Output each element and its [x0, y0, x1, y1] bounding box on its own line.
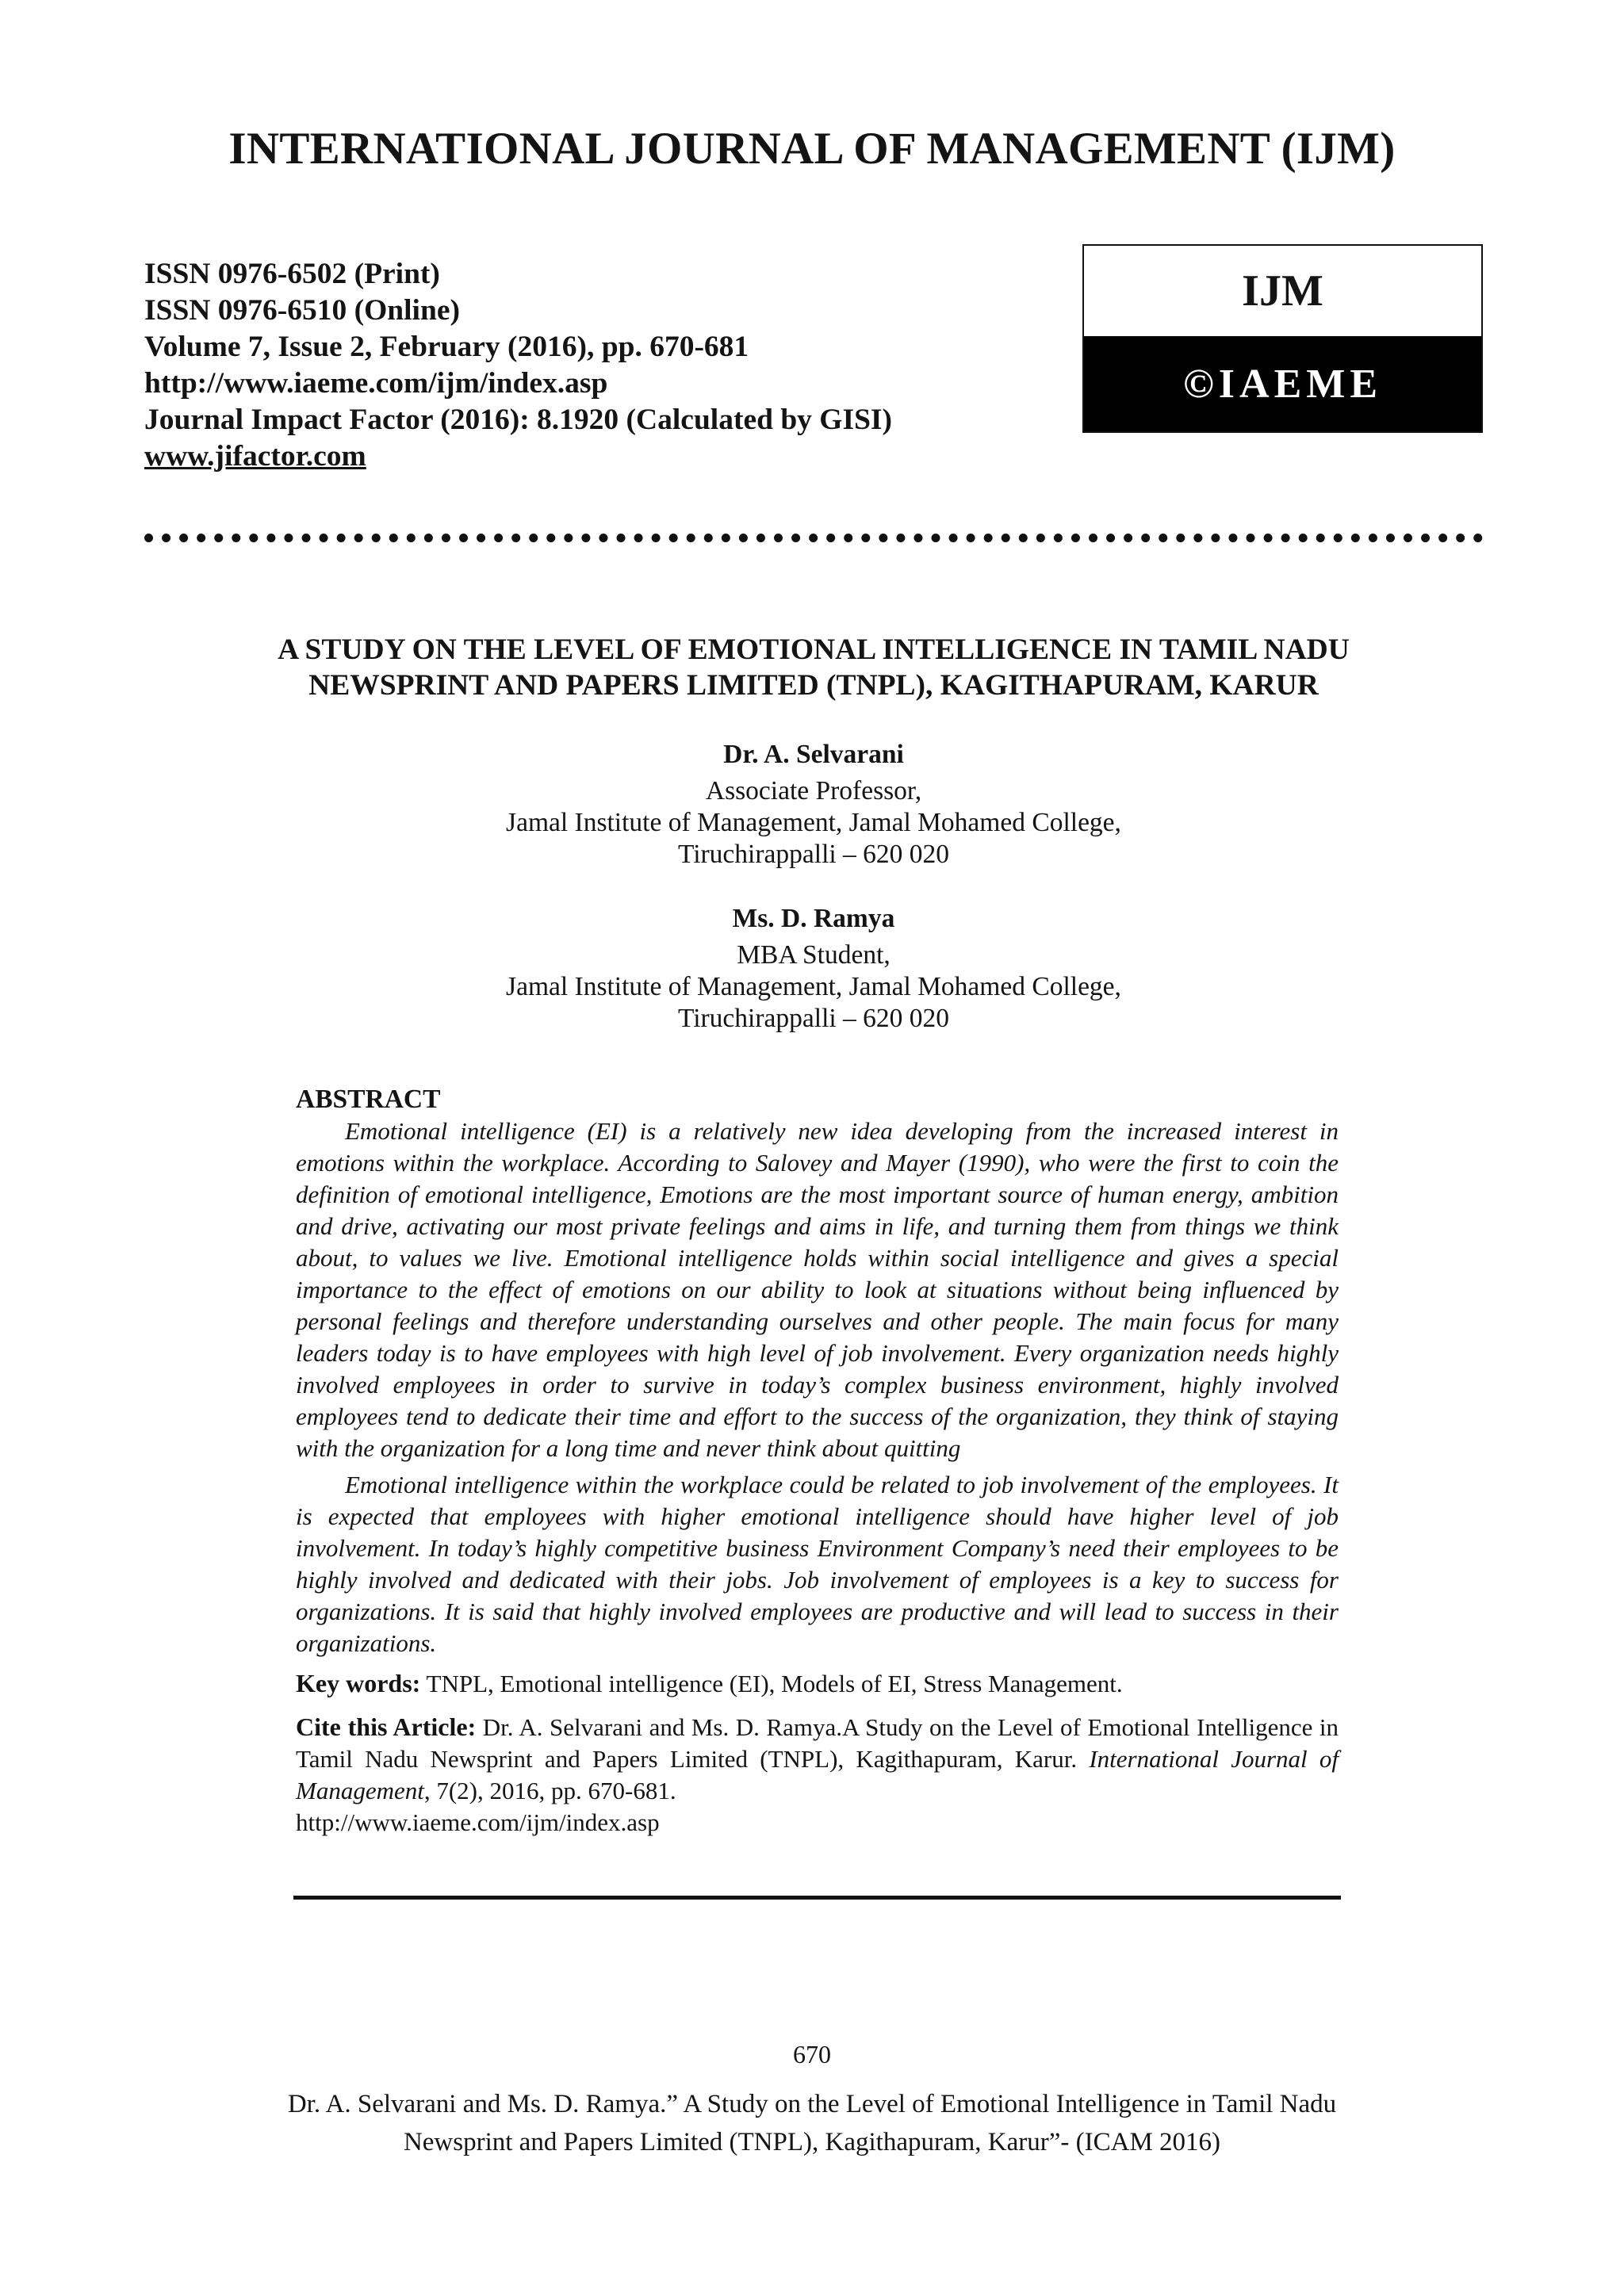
- footer-line-1: Dr. A. Selvarani and Ms. D. Ramya.” A Study on the Level of Emotional Intelligence in Tamil Nadu: [287, 2090, 1337, 2118]
- journal-title: INTERNATIONAL JOURNAL OF MANAGEMENT (IJM): [228, 124, 1396, 174]
- author-role: Associate Professor,: [705, 776, 922, 806]
- footer-line-2: Newsprint and Papers Limited (TNPL), Kagithapuram, Karur”- (ICAM 2016): [403, 2128, 1221, 2156]
- keywords-label: Key words:: [296, 1669, 421, 1697]
- page-footer: [0, 2085, 1624, 2161]
- cite-label: Cite this Article:: [296, 1712, 477, 1741]
- author-name: Ms. D. Ramya: [732, 904, 895, 933]
- jifactor-link[interactable]: www.jifactor.com: [144, 440, 366, 473]
- abstract-end-rule: [293, 1896, 1341, 1900]
- abstract-paragraph-1: Emotional intelligence (EI) is a relatively new idea developing from the increased interest in emotions within the workplace. According to Salovey and Mayer (1990), who were the first to coin the definition of emotional intelligence, Emotions are the most important source of human energy, ambition and drive, activating our most private feelings and aims in life, and turning them from things we think about, to values we live. Emotional intelligence holds within social intelligence and gives a special importance to the effect of emotions on our ability to look at situations without being influenced by personal feelings and therefore understanding ourselves and other people. The main focus for many leaders today is to have employees with high level of job involvement. Every organization needs highly involved employees in order to survive in today’s complex business environment, highly involved employees tend to dedicate their time and effort to the success of the organization, they think of staying with the organization for a long time and never think about quitting: [296, 1117, 1339, 1462]
- impact-factor: Journal Impact Factor (2016): 8.1920 (Calculated by GISI): [144, 404, 893, 436]
- keywords: [296, 1667, 1339, 1700]
- issn-print: ISSN 0976-6502 (Print): [144, 258, 440, 290]
- author-institution: Jamal Institute of Management, Jamal Mohamed College,: [506, 972, 1121, 1001]
- paper-title-line-1: A STUDY ON THE LEVEL OF EMOTIONAL INTELLIGENCE IN TAMIL NADU: [278, 633, 1350, 666]
- paper-title-line-2: NEWSPRINT AND PAPERS LIMITED (TNPL), KAGITHAPURAM, KARUR: [308, 669, 1319, 702]
- cite-details: , 7(2), 2016, pp. 670-681.: [423, 1777, 676, 1804]
- journal-metadata: [144, 256, 892, 475]
- author-institution: Jamal Institute of Management, Jamal Mohamed College,: [506, 808, 1121, 837]
- author-block-2: [144, 903, 1483, 1035]
- ijm-logo-badge: [1082, 244, 1483, 433]
- abstract-section: [296, 1084, 1339, 1839]
- cite-url[interactable]: http://www.iaeme.com/ijm/index.asp: [296, 1808, 660, 1836]
- author-city: Tiruchirappalli – 620 020: [677, 1004, 950, 1033]
- paper-title: [144, 632, 1483, 703]
- abstract-paragraph-2: Emotional intelligence within the workplace could be related to job involvement of the employees. It is expected that employees with higher emotional intelligence should have higher level of job involvement. In today’s highly competitive business Environment Company’s need their employees to be highly involved and dedicated with their jobs. Job involvement of employees is a key to success for organizations. It is said that highly involved employees are productive and will lead to success in their organizations.: [296, 1471, 1339, 1657]
- issn-online: ISSN 0976-6510 (Online): [144, 294, 460, 327]
- badge-title: IJM: [1242, 266, 1323, 316]
- keywords-text: TNPL, Emotional intelligence (EI), Models of EI, Stress Management.: [426, 1670, 1123, 1697]
- cite-journal: International Journal of Management: [296, 1745, 1339, 1804]
- page-number: 670: [793, 2040, 831, 2068]
- author-name: Dr. A. Selvarani: [723, 740, 904, 769]
- abstract-heading: ABSTRACT: [296, 1085, 441, 1114]
- cite-article: [296, 1711, 1339, 1807]
- author-city: Tiruchirappalli – 620 020: [677, 840, 950, 869]
- badge-publisher: ©IAEME: [1084, 336, 1481, 431]
- journal-url[interactable]: http://www.iaeme.com/ijm/index.asp: [144, 367, 608, 400]
- dotted-divider: [144, 534, 1483, 542]
- cite-text: Dr. A. Selvarani and Ms. D. Ramya.A Study on the Level of Emotional Intelligence in Tamil Nadu Newsprint and Papers Limited (TNPL), Kagithapuram, Karur.: [296, 1713, 1339, 1773]
- author-role: MBA Student,: [737, 940, 891, 970]
- author-block-1: [144, 739, 1483, 871]
- volume-info: Volume 7, Issue 2, February (2016), pp. 670-681: [144, 331, 749, 363]
